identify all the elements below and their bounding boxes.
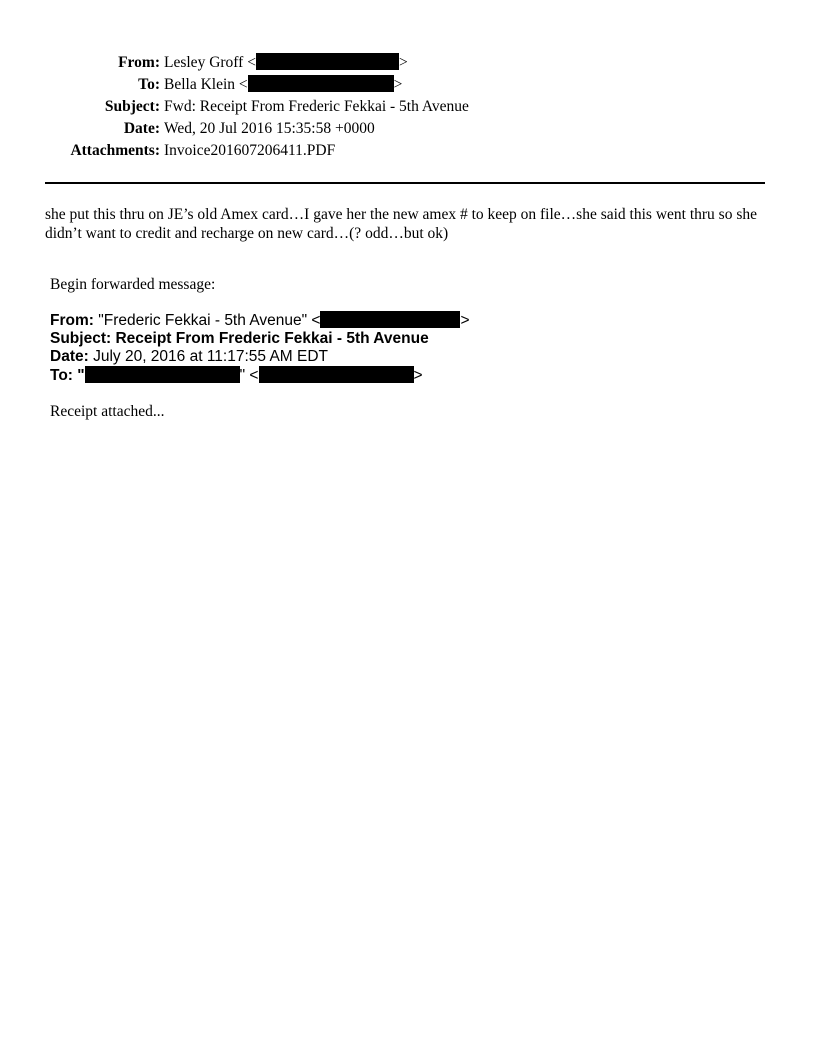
subject-label: Subject: xyxy=(104,98,160,115)
attachments-label: Attachments: xyxy=(70,142,160,159)
date-label: Date: xyxy=(123,120,160,137)
header-to-row xyxy=(40,74,469,96)
forwarded-from-value: "Frederic Fekkai - 5th Avenue" < xyxy=(98,312,321,329)
header-attachments-row xyxy=(40,140,469,162)
forwarded-headers xyxy=(50,311,470,385)
forwarded-date-label: Date: xyxy=(50,348,89,365)
to-label: To: xyxy=(138,76,160,93)
forwarded-subject-label: Subject: xyxy=(50,330,112,347)
forwarded-date-row xyxy=(50,348,470,366)
forwarded-body: Receipt attached... xyxy=(50,403,165,420)
from-label: From: xyxy=(118,54,160,71)
forwarded-from-label: From: xyxy=(50,312,94,329)
header-subject-row xyxy=(40,96,469,118)
to-value: Bella Klein < > xyxy=(164,76,403,93)
redaction-box xyxy=(259,366,414,383)
date-value: Wed, 20 Jul 2016 15:35:58 +0000 xyxy=(164,120,375,137)
email-header xyxy=(40,52,469,162)
forwarded-to-label: To: xyxy=(50,367,73,384)
forwarded-subject-value: Receipt From Frederic Fekkai - 5th Avenue xyxy=(115,330,429,347)
message-body: she put this thru on JE’s old Amex card…I gave her the new amex # to keep on file…she said this went thru so she didn’t want to credit and recharge on new card…(? odd…but ok) xyxy=(45,206,757,242)
forwarded-date-value: July 20, 2016 at 11:17:55 AM EDT xyxy=(93,348,329,365)
header-divider xyxy=(45,182,765,184)
forwarded-from-row: From: "Frederic Fekkai - 5th Avenue" < > xyxy=(50,312,470,329)
subject-value: Fwd: Receipt From Frederic Fekkai - 5th Avenue xyxy=(164,98,469,115)
attachment-file: Invoice201607206411.PDF xyxy=(164,142,336,159)
begin-forwarded-label: Begin forwarded message: xyxy=(50,276,216,293)
redaction-box xyxy=(85,366,240,383)
redaction-box xyxy=(256,53,399,70)
redaction-box xyxy=(320,311,460,328)
forwarded-subject-row xyxy=(50,330,470,348)
redaction-box xyxy=(248,75,394,92)
header-date-row xyxy=(40,118,469,140)
forwarded-to-row: To: " " < > xyxy=(50,367,423,384)
header-from-row xyxy=(40,52,469,74)
from-value: Lesley Groff < > xyxy=(164,54,408,71)
